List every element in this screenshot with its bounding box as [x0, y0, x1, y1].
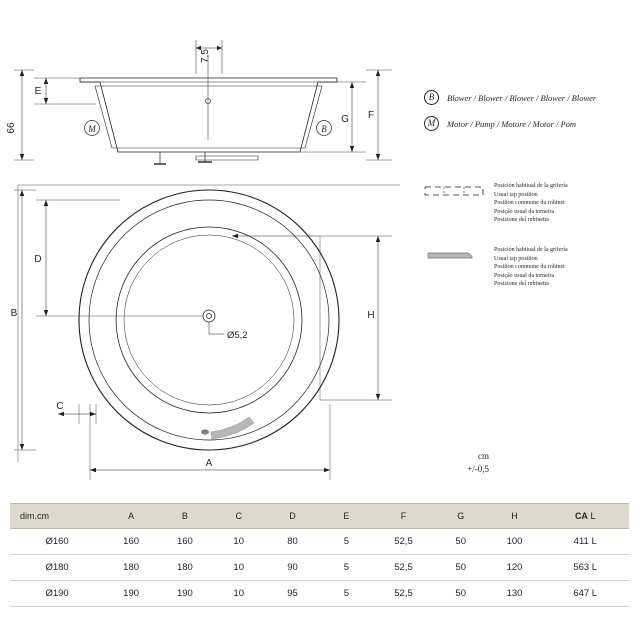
tap-dashed-line-4: Posição usual da torneira — [494, 208, 555, 215]
bathtub-basin-circle — [116, 227, 302, 413]
tap-solid-line-5: Posizione del rubinetto — [494, 281, 550, 287]
blower-badge-icon: B — [424, 90, 439, 105]
cell-C: 10 — [212, 529, 266, 555]
tap-legend-dashed — [424, 182, 636, 225]
tap-solid-line-4: Posição usual da torneira — [494, 272, 555, 279]
header-B: B — [158, 504, 212, 529]
label-E: E — [34, 86, 42, 97]
cell-A: 160 — [104, 529, 158, 555]
unit-label: cm — [478, 451, 489, 461]
badge-M-section: M — [88, 124, 96, 134]
tap-dashed-line-1: Posición habitual de la grifería — [494, 183, 568, 189]
tap-solid-line-3: Position commune du robinet — [494, 264, 565, 270]
tap-legend-solid-text — [494, 246, 568, 289]
table-row — [10, 581, 629, 607]
cell-CA: 411 L — [541, 529, 629, 555]
tap-legend-dashed-text — [494, 182, 568, 225]
cell-A: 180 — [104, 555, 158, 581]
legend-motor-text: Motor / Pump / Motore / Motor / Pom — [447, 119, 577, 129]
cell-D: 90 — [266, 555, 320, 581]
cell-H: 120 — [488, 555, 542, 581]
table-header-row — [10, 504, 629, 529]
header-A: A — [104, 504, 158, 529]
label-66: 66 — [6, 122, 17, 134]
cell-CA: 563 L — [541, 555, 629, 581]
drain-inner — [207, 314, 212, 319]
cell-E: 5 — [319, 529, 373, 555]
label-7-5: 7,5 — [200, 49, 211, 63]
tap-dashed-line-5: Posizione del rubinetto — [494, 217, 550, 223]
legend-row-blower — [424, 90, 634, 106]
tap-solid-line-1: Posición habitual de la grifería — [494, 247, 568, 253]
dimensions-table — [10, 503, 629, 607]
header-G: G — [434, 504, 488, 529]
header-C: C — [212, 504, 266, 529]
cell-G: 50 — [434, 581, 488, 607]
cell-F: 52,5 — [373, 581, 434, 607]
cell-dim: Ø190 — [10, 581, 104, 607]
cell-G: 50 — [434, 529, 488, 555]
cell-D: 95 — [266, 581, 320, 607]
tolerance-label: +/-0,5 — [467, 464, 489, 474]
unit-tolerance-note — [467, 450, 489, 476]
cell-B: 180 — [158, 555, 212, 581]
legend-blower-text: Blower / Blower / Blower / Blower / Blower — [447, 93, 597, 103]
label-B: B — [10, 308, 18, 319]
tap-position-marker — [211, 417, 254, 439]
cell-H: 130 — [488, 581, 542, 607]
header-L-label: L — [590, 511, 596, 521]
cell-H: 100 — [488, 529, 542, 555]
cell-F: 52,5 — [373, 529, 434, 555]
bathtub-outer-circle — [79, 190, 339, 450]
header-dim: dim.cm — [10, 504, 104, 529]
cell-dim: Ø160 — [10, 529, 104, 555]
label-diameter: Ø5,2 — [227, 330, 248, 341]
cell-F: 52,5 — [373, 555, 434, 581]
header-D: D — [266, 504, 320, 529]
cell-dim: Ø180 — [10, 555, 104, 581]
label-D: D — [34, 254, 42, 265]
bathtub-section-inner — [95, 86, 322, 148]
motor-badge-icon: M — [424, 116, 439, 131]
solid-tap-icon — [424, 248, 484, 260]
label-F: F — [367, 110, 375, 121]
label-C: C — [56, 401, 64, 412]
label-G: G — [341, 114, 349, 125]
table-row — [10, 529, 629, 555]
cell-CA: 647 L — [541, 581, 629, 607]
cell-D: 80 — [266, 529, 320, 555]
cell-A: 190 — [104, 581, 158, 607]
cell-G: 50 — [434, 555, 488, 581]
table-row — [10, 555, 629, 581]
header-E: E — [319, 504, 373, 529]
label-H: H — [367, 310, 375, 321]
cell-E: 5 — [319, 581, 373, 607]
cell-C: 10 — [212, 581, 266, 607]
drain-outer — [203, 310, 215, 322]
tap-dashed-line-3: Position commune du robinet — [494, 200, 565, 206]
cell-E: 5 — [319, 555, 373, 581]
tap-legend-solid — [424, 246, 636, 289]
pump-legend — [424, 90, 634, 142]
tap-dashed-line-2: Usual tap position — [494, 191, 538, 198]
legend-row-motor — [424, 116, 634, 132]
header-F: F — [373, 504, 434, 529]
bathtub-section-outline — [80, 78, 337, 152]
cell-C: 10 — [212, 555, 266, 581]
tap-solid-line-2: Usual tap position — [494, 255, 538, 262]
bathtub-basin-inner-circle — [124, 235, 294, 405]
cell-B: 160 — [158, 529, 212, 555]
dashed-tap-icon — [424, 184, 484, 196]
badge-B-section: B — [321, 124, 327, 134]
overflow-marker — [201, 429, 209, 434]
header-CA — [541, 504, 629, 529]
header-CA-label: CA — [574, 511, 588, 521]
cell-B: 190 — [158, 581, 212, 607]
header-H: H — [488, 504, 542, 529]
label-A: A — [205, 458, 213, 469]
